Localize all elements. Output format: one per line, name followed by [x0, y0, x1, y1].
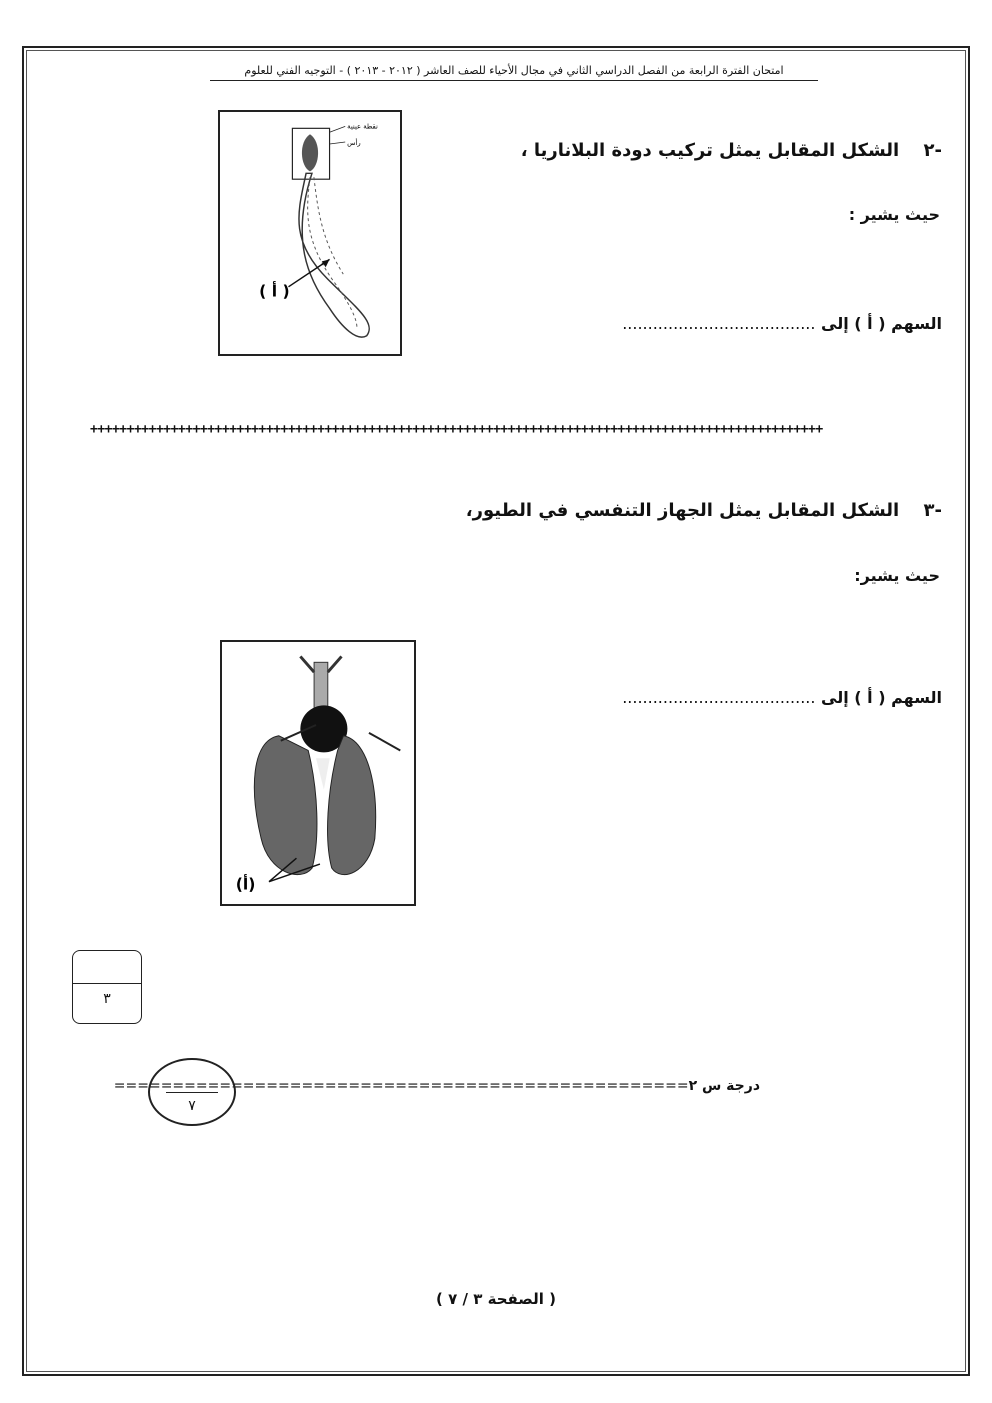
planaria-gut: [308, 177, 357, 328]
bird-respiratory-diagram: [222, 642, 414, 904]
score-box-max: ٣: [103, 991, 111, 1007]
section-separator: ++++++++++++++++++++++++++++++++++++++++++++++++++++++++++++++++++++++++++++++++++++++++++++++++++++: [90, 422, 823, 437]
question-3-number: -٣: [923, 500, 942, 521]
question-2-subtitle: حيث يشير :: [848, 205, 940, 224]
label-head: رأس: [347, 138, 361, 147]
score-oval-max: ٧: [188, 1098, 196, 1114]
planaria-figure: [218, 110, 402, 356]
grade-label: درجة س ٢: [688, 1078, 760, 1094]
planaria-diagram: [220, 112, 400, 354]
question-3-score-box[interactable]: [72, 950, 142, 1024]
question-3-answer-line: [622, 688, 942, 707]
bird-respiratory-figure: [220, 640, 416, 906]
grade-dashes: =================================================: [113, 1078, 689, 1094]
exam-header: امتحان الفترة الرابعة من الفصل الدراسي الثاني في مجال الأحياء للصف العاشر ( ٢٠١٢ - ٢٠١٣ ) - التوجيه الفني للعلوم: [210, 64, 818, 81]
right-lung-air-sacs: [328, 736, 376, 875]
question-3-subtitle: حيث يشير:: [854, 566, 940, 585]
eyespot-pointer: [330, 126, 346, 132]
planaria-head: [302, 134, 318, 171]
score-oval-divider: [166, 1092, 218, 1093]
head-pointer: [330, 142, 346, 144]
question-2-total-score-oval[interactable]: [148, 1058, 236, 1126]
question-3-title: [466, 500, 942, 521]
page-number: ( الصفحة ٣ / ٧ ): [436, 1290, 556, 1308]
left-lung-air-sacs: [254, 736, 317, 875]
question-2-answer-prefix: السهم ( أ ) إلى: [821, 314, 942, 333]
score-box-divider: [73, 983, 141, 984]
label-a: ( أ ): [259, 281, 290, 301]
planaria-body: [299, 173, 369, 337]
trachea: [314, 662, 328, 711]
grade-line: [113, 1078, 760, 1094]
question-2-answer-blank[interactable]: ......................................: [622, 314, 816, 333]
question-2-text: الشكل المقابل يمثل تركيب دودة البلاناريا ،: [520, 140, 900, 161]
label-eyespot: نقطة عينية: [347, 122, 378, 131]
question-3-answer-prefix: السهم ( أ ) إلى: [821, 688, 942, 707]
question-3-text: الشكل المقابل يمثل الجهاز التنفسي في الطيور،: [465, 500, 900, 521]
question-2-number: -٢: [923, 140, 942, 161]
question-2-answer-line: [622, 314, 942, 333]
question-3-answer-blank[interactable]: ......................................: [622, 688, 816, 707]
chest-gap: [316, 758, 330, 789]
question-2-title: [521, 140, 942, 161]
page-inner-border: [26, 50, 966, 1372]
label-a: (أ): [235, 874, 256, 894]
